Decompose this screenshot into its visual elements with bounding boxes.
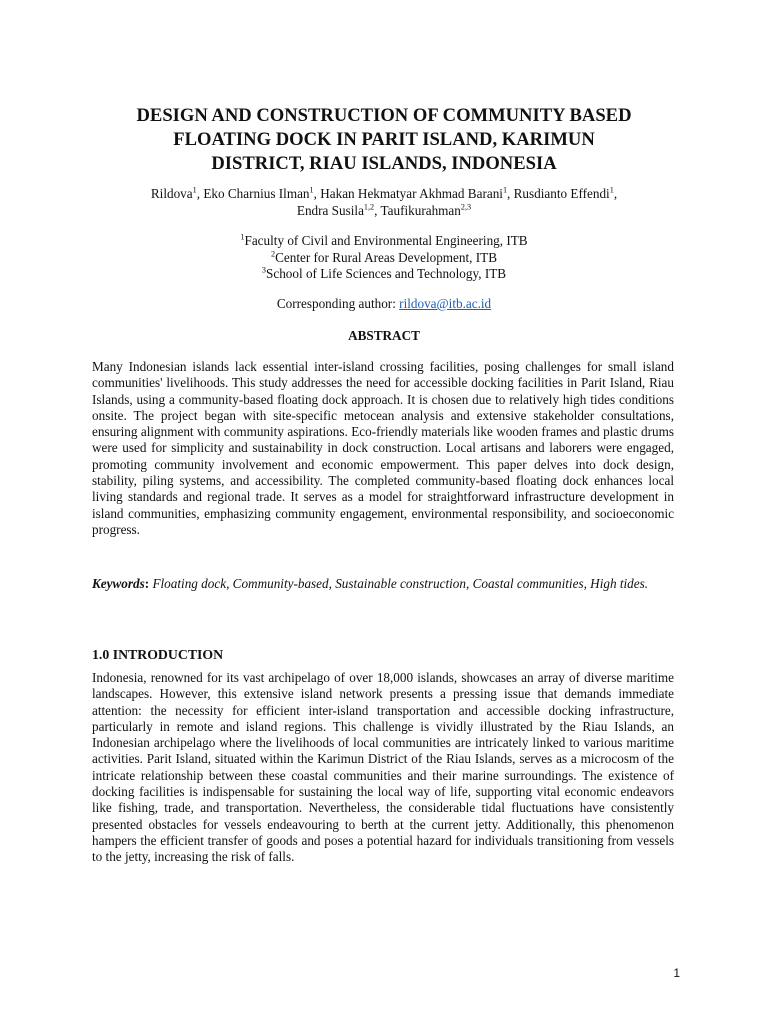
author-affiliation-mark: 1 (309, 185, 314, 195)
corresponding-author-label: Corresponding author: (276, 296, 400, 311)
author-name: Rildova (150, 186, 193, 201)
abstract-text: Many Indonesian islands lack essential inter-island crossing facilities, posing challenges for small island communities' livelihoods. This study addresses the need for accessible docking facilities in Parit Island, Riau Islands, using a community-based floating dock approach. It is chosen due to relatively high tides conditions onsite. The project began with site-specific metocean analysis and extensive stakeholder consultations, ensuring alignment with community aspirations. Eco-friendly materials like wooden frames and plastic drums were used for simplicity and sustainability in dock construction. Local artisans and laborers were engaged, promoting community involvement and economic empowerment. This paper delves into dock design, stability, piling systems, and accessibility. The completed community-based floating dock enhances local living standards and regional trade. It serves as a model for straightforward infrastructure development in island communities, emphasizing community engagement, environmental responsibility, and socioeconomic progress. (92, 359, 674, 537)
author-name: Rusdianto Effendi (513, 186, 610, 201)
title-line: DESIGN AND CONSTRUCTION OF COMMUNITY BASED (136, 105, 632, 126)
paper-title (70, 104, 698, 176)
author-affiliation-mark: 1 (609, 185, 614, 195)
section-heading: 1.0 INTRODUCTION (92, 647, 224, 662)
author-name: Eko Charnius Ilman (203, 186, 310, 201)
author-name: Endra Susila (296, 203, 364, 218)
author-name: Taufikurahman (380, 203, 461, 218)
keywords-label: Keywords (92, 576, 145, 591)
author-name: Hakan Hekmatyar Akhmad Barani (320, 186, 503, 201)
affiliation-list (70, 233, 698, 283)
corresponding-author (70, 295, 698, 312)
title-line: DISTRICT, RIAU ISLANDS, INDONESIA (211, 153, 557, 174)
abstract-heading: ABSTRACT (348, 328, 420, 343)
page-number: 1 (673, 966, 680, 980)
author-affiliation-mark: 2,3 (460, 202, 472, 212)
author-affiliation-mark: 1 (192, 185, 197, 195)
author-affiliation-mark: 1,2 (363, 202, 375, 212)
author-line: Endra Susila$^{1,2}$, Taufikurahman$^{2,3}$ (296, 202, 472, 218)
introduction-text: Indonesia, renowned for its vast archipelago of over 18,000 islands, showcases an array of diverse maritime landscapes. However, this extensive island network presents a pressing issue that demands immediate attention: the necessity for efficient inter-island transportation and accessible docking infrastructure, particularly in remote and island regions. This challenge is vividly illustrated by the Riau Islands, an Indonesian archipelago where the livelihoods of local communities are intricately linked to various maritime activities. Parit Island, situated within the Karimun District of the Riau Islands, serves as a microcosm of the intricate relationship between these coastal communities and their marine surroundings. The existence of docking facilities is indispensable for sustaining the local way of life, supporting vital economic endeavors like fishing, trade, and transportation. Nevertheless, the considerable tidal fluctuations have consistently presented obstacles for vessels endeavouring to berth at the current jetty. Additionally, this phenomenon hampers the efficient transfer of goods and poses a potential hazard for individuals transitioning from vessels to the jetty, increasing the risk of falls. (92, 670, 674, 865)
affiliation: $^3$School of Life Sciences and Technology, ITB (261, 265, 507, 281)
author-line: Rildova$^1$, Eko Charnius Ilman$^1$, Hakan Hekmatyar Akhmad Barani$^1$, Rusdianto Effendi$^1$, (150, 185, 618, 201)
email-link[interactable]: rildova@itb.ac.id (399, 296, 492, 311)
affiliation: $^2$Center for Rural Areas Development, ITB (270, 249, 497, 265)
author-affiliation-mark: 1 (502, 185, 508, 195)
keywords: Keywords: Floating dock, Community-based, Sustainable construction, Coastal communities, High tides. (92, 576, 649, 591)
author-list (70, 185, 698, 219)
keywords-text: Floating dock, Community-based, Sustainable construction, Coastal communities, High tides. (149, 576, 649, 591)
affiliation: $^1$Faculty of Civil and Environmental Engineering, ITB (240, 232, 528, 248)
title-line: FLOATING DOCK IN PARIT ISLAND, KARIMUN (173, 129, 595, 150)
